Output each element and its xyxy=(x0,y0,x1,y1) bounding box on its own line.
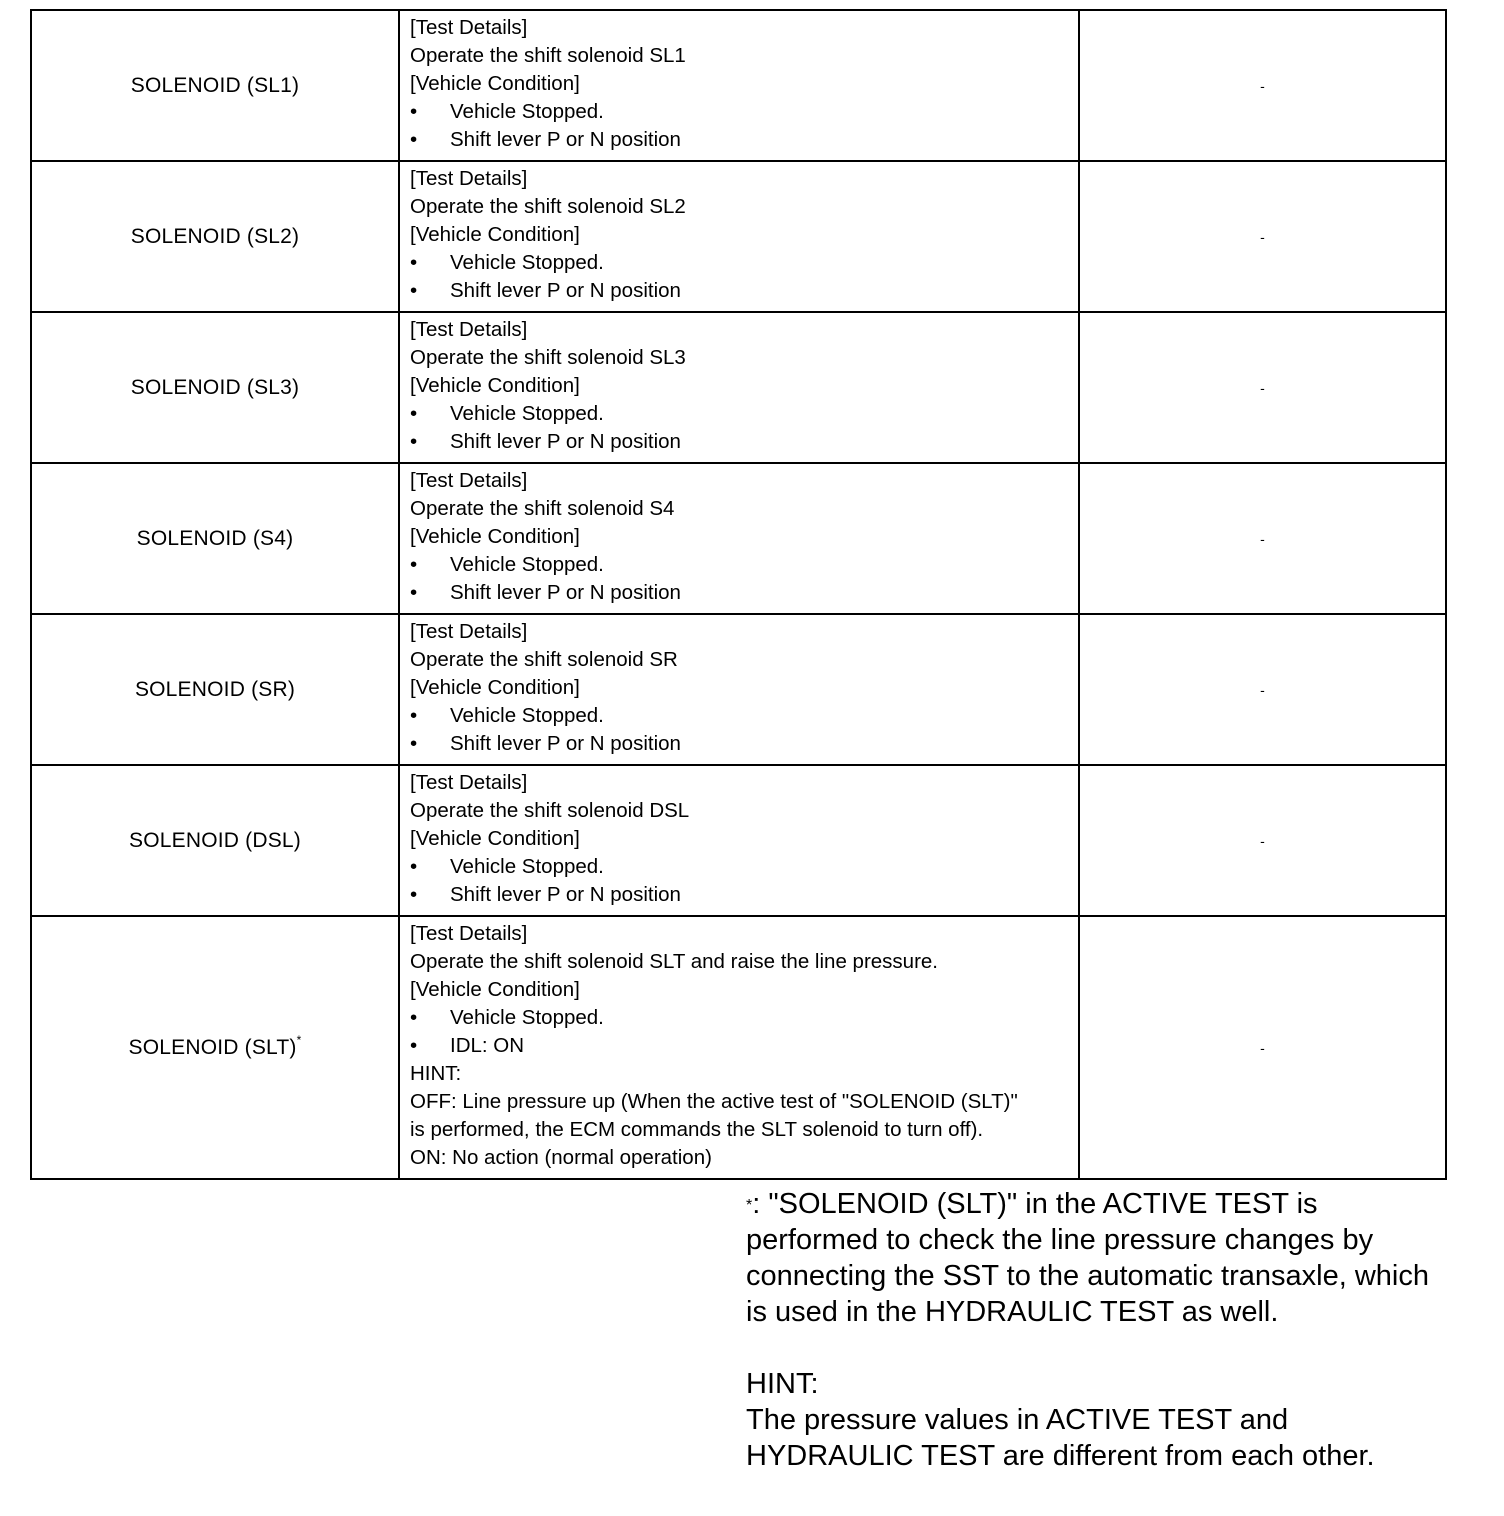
vehicle-condition-label: [Vehicle Condition] xyxy=(410,978,580,1001)
item-name: SOLENOID (SR) xyxy=(31,614,399,765)
condition-bullet: • Vehicle Stopped. xyxy=(410,1004,1078,1032)
bullet-icon: • xyxy=(410,732,418,755)
footnote xyxy=(746,1186,1446,1474)
test-details-label: [Test Details] xyxy=(410,167,528,190)
item-value: - xyxy=(1079,161,1446,312)
test-details-text: Operate the shift solenoid DSL xyxy=(410,799,690,822)
condition-bullet: • Shift lever P or N position xyxy=(410,881,1078,909)
item-name: SOLENOID (SL1) xyxy=(31,10,399,161)
item-details xyxy=(399,161,1079,312)
condition-bullet: • Shift lever P or N position xyxy=(410,126,1078,154)
item-value: - xyxy=(1079,312,1446,463)
test-details-text: Operate the shift solenoid SL1 xyxy=(410,44,686,67)
asterisk-mark: * xyxy=(296,1032,302,1047)
test-details-text: Operate the shift solenoid SLT and raise the line pressure. xyxy=(410,950,938,973)
condition-bullet: • Vehicle Stopped. xyxy=(410,400,1078,428)
item-details xyxy=(399,765,1079,916)
vehicle-condition-label: [Vehicle Condition] xyxy=(410,223,580,246)
item-name: SOLENOID (SL3) xyxy=(31,312,399,463)
vehicle-condition-label: [Vehicle Condition] xyxy=(410,676,580,699)
table-row xyxy=(31,161,1446,312)
item-value: - xyxy=(1079,463,1446,614)
footnote-hint-label: HINT: xyxy=(746,1368,819,1400)
item-name: SOLENOID (SL2) xyxy=(31,161,399,312)
vehicle-condition-label: [Vehicle Condition] xyxy=(410,525,580,548)
hint-line: OFF: Line pressure up (When the active test of "SOLENOID (SLT)" xyxy=(410,1090,1018,1113)
active-test-table xyxy=(30,9,1447,1180)
item-value: - xyxy=(1079,916,1446,1179)
footnote-hint-text: The pressure values in ACTIVE TEST and HYDRAULIC TEST are different from each other. xyxy=(746,1404,1375,1472)
bullet-icon: • xyxy=(410,430,418,453)
test-details-text: Operate the shift solenoid S4 xyxy=(410,497,675,520)
test-details-text: Operate the shift solenoid SL3 xyxy=(410,346,686,369)
bullet-icon: • xyxy=(410,251,418,274)
test-details-text: Operate the shift solenoid SL2 xyxy=(410,195,686,218)
item-value: - xyxy=(1079,10,1446,161)
table-row-slt xyxy=(31,916,1446,1179)
table-row xyxy=(31,312,1446,463)
test-details-label: [Test Details] xyxy=(410,16,528,39)
item-name: SOLENOID (S4) xyxy=(31,463,399,614)
bullet-icon: • xyxy=(410,883,418,906)
bullet-icon: • xyxy=(410,1034,418,1057)
condition-bullet: • Vehicle Stopped. xyxy=(410,249,1078,277)
vehicle-condition-label: [Vehicle Condition] xyxy=(410,374,580,397)
table-row xyxy=(31,10,1446,161)
bullet-icon: • xyxy=(410,279,418,302)
condition-bullet: • Shift lever P or N position xyxy=(410,428,1078,456)
condition-bullet: • Shift lever P or N position xyxy=(410,277,1078,305)
item-value: - xyxy=(1079,614,1446,765)
item-details xyxy=(399,463,1079,614)
asterisk-mark: * xyxy=(746,1197,753,1214)
condition-bullet: • Vehicle Stopped. xyxy=(410,853,1078,881)
hint-line: ON: No action (normal operation) xyxy=(410,1146,712,1169)
condition-bullet: • Shift lever P or N position xyxy=(410,579,1078,607)
bullet-icon: • xyxy=(410,704,418,727)
condition-bullet: • Vehicle Stopped. xyxy=(410,98,1078,126)
test-details-label: [Test Details] xyxy=(410,922,528,945)
footnote-text: *: "SOLENOID (SLT)" in the ACTIVE TEST is performed to check the line pressure changes by connecting the SST to the automatic transaxle, which is used in the HYDRAULIC TEST as well. xyxy=(746,1188,1429,1328)
item-value: - xyxy=(1079,765,1446,916)
condition-bullet: • Vehicle Stopped. xyxy=(410,702,1078,730)
condition-bullet: • Shift lever P or N position xyxy=(410,730,1078,758)
item-details xyxy=(399,312,1079,463)
condition-bullet: • Vehicle Stopped. xyxy=(410,551,1078,579)
bullet-icon: • xyxy=(410,855,418,878)
test-details-label: [Test Details] xyxy=(410,318,528,341)
bullet-icon: • xyxy=(410,1006,418,1029)
test-details-label: [Test Details] xyxy=(410,620,528,643)
bullet-icon: • xyxy=(410,553,418,576)
hint-label: HINT: xyxy=(410,1062,462,1085)
item-details xyxy=(399,10,1079,161)
bullet-icon: • xyxy=(410,100,418,123)
bullet-icon: • xyxy=(410,128,418,151)
test-details-label: [Test Details] xyxy=(410,771,528,794)
table-row xyxy=(31,765,1446,916)
vehicle-condition-label: [Vehicle Condition] xyxy=(410,827,580,850)
table-row xyxy=(31,614,1446,765)
condition-bullet: • IDL: ON xyxy=(410,1032,1078,1060)
item-name-text: SOLENOID (SLT) xyxy=(128,1035,297,1059)
bullet-icon: • xyxy=(410,581,418,604)
test-details-text: Operate the shift solenoid SR xyxy=(410,648,678,671)
item-name xyxy=(31,916,399,1179)
item-name: SOLENOID (DSL) xyxy=(31,765,399,916)
bullet-icon: • xyxy=(410,402,418,425)
table-row xyxy=(31,463,1446,614)
item-details xyxy=(399,916,1079,1179)
hint-line: is performed, the ECM commands the SLT solenoid to turn off). xyxy=(410,1118,984,1141)
test-details-label: [Test Details] xyxy=(410,469,528,492)
item-details xyxy=(399,614,1079,765)
vehicle-condition-label: [Vehicle Condition] xyxy=(410,72,580,95)
